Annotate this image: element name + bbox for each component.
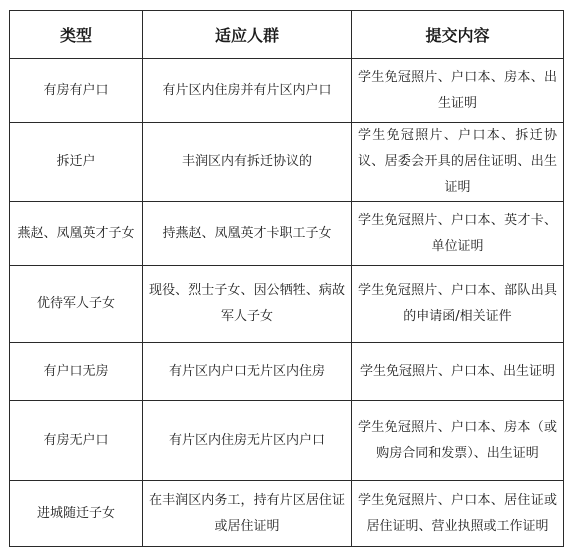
cell-applicable-group: 持燕赵、凤凰英才卡职工子女 xyxy=(143,202,352,266)
table-row xyxy=(10,59,564,123)
cell-applicable-group: 有片区内住房并有片区内户口 xyxy=(143,59,352,123)
cell-submission-content: 学生免冠照片、户口本、英才卡、单位证明 xyxy=(352,202,564,266)
cell-type: 拆迁户 xyxy=(10,123,143,202)
table-row xyxy=(10,266,564,343)
enrollment-requirements-table xyxy=(9,10,564,547)
table-row xyxy=(10,481,564,547)
table-row xyxy=(10,202,564,266)
cell-submission-content: 学生免冠照片、户口本、房本、出生证明 xyxy=(352,59,564,123)
table-row xyxy=(10,343,564,401)
header-applicable-group: 适应人群 xyxy=(143,11,352,59)
header-type: 类型 xyxy=(10,11,143,59)
cell-type: 有户口无房 xyxy=(10,343,143,401)
cell-submission-content: 学生免冠照片、户口本、部队出具的申请函/相关证件 xyxy=(352,266,564,343)
cell-type: 燕赵、凤凰英才子女 xyxy=(10,202,143,266)
cell-applicable-group: 有片区内住房无片区内户口 xyxy=(143,401,352,481)
cell-type: 优待军人子女 xyxy=(10,266,143,343)
header-submission-content: 提交内容 xyxy=(352,11,564,59)
cell-type: 有房无户口 xyxy=(10,401,143,481)
cell-type: 进城随迁子女 xyxy=(10,481,143,547)
cell-type: 有房有户口 xyxy=(10,59,143,123)
cell-applicable-group: 现役、烈士子女、因公牺牲、病故军人子女 xyxy=(143,266,352,343)
table-row xyxy=(10,401,564,481)
cell-applicable-group: 有片区内户口无片区内住房 xyxy=(143,343,352,401)
table-row xyxy=(10,123,564,202)
cell-submission-content: 学生免冠照片、户口本、出生证明 xyxy=(352,343,564,401)
cell-submission-content: 学生免冠照片、户口本、居住证或居住证明、营业执照或工作证明 xyxy=(352,481,564,547)
cell-applicable-group: 丰润区内有拆迁协议的 xyxy=(143,123,352,202)
cell-submission-content: 学生免冠照片、户口本、房本（或购房合同和发票）、出生证明 xyxy=(352,401,564,481)
cell-submission-content: 学生免冠照片、户口本、拆迁协议、居委会开具的居住证明、出生证明 xyxy=(352,123,564,202)
cell-applicable-group: 在丰润区内务工，持有片区居住证或居住证明 xyxy=(143,481,352,547)
table-header-row xyxy=(10,11,564,59)
document-page xyxy=(9,10,563,547)
